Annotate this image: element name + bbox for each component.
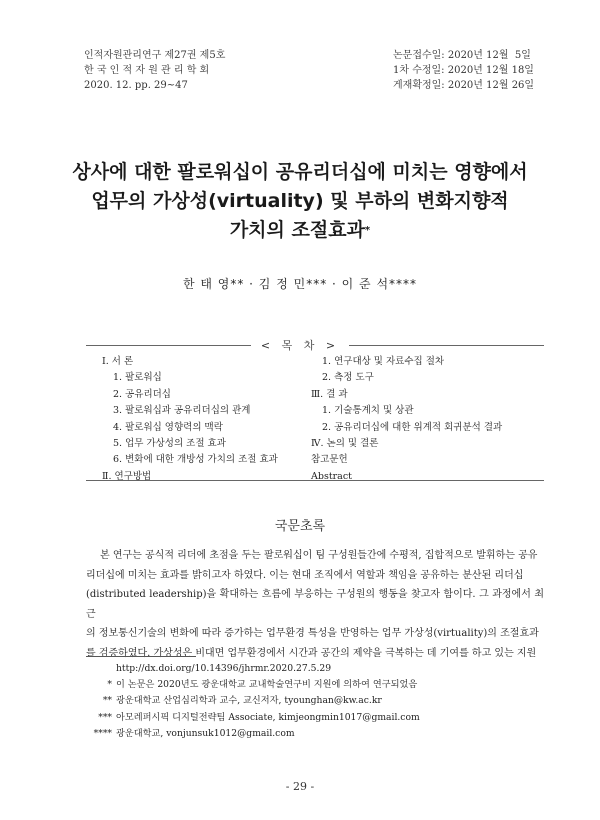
- abstract-line: 의 정보통신기술의 변화에 따라 증가하는 업무환경 특성을 반영하는 업무 가상성(virtuality)의 조절효과: [86, 628, 539, 640]
- abstract-line: (distributed leadership)을 확대하는 흐름에 부응하는 구성원의 행동을 찾고자 함이다. 그 과정에서 최근: [86, 589, 544, 620]
- title-line-2: 업무의 가상성(virtuality) 및 부하의 변화지향적: [91, 190, 509, 212]
- toc-item: 2. 측정 도구: [322, 372, 374, 384]
- toc-item: 4. 팔로워십 영향력의 맥락: [113, 421, 223, 433]
- toc-item: 6. 변화에 대한 개방성 가치의 조절 효과: [113, 454, 278, 466]
- submission-dates: [393, 48, 534, 93]
- footnote-author-2: *** 아모레퍼시픽 디지털전략팀 Associate, kimjeongmin1017@gmail.com: [98, 711, 420, 723]
- toc-item: 2. 공유리더십: [113, 388, 171, 400]
- toc-item: 참고문헌: [311, 454, 348, 466]
- toc-right-column: [311, 354, 502, 485]
- footnote-funding: * 이 논문은 2020년도 광운대학교 교내학술연구비 지원에 의하여 연구되었음: [107, 679, 418, 691]
- page-number: - 29 -: [285, 780, 315, 793]
- abstract-line: 리더십에 미치는 효과를 밝히고자 하였다. 이는 현대 조직에서 역할과 책임을 공유하는 분산된 리더십: [86, 569, 524, 581]
- title-footnote-mark: *: [364, 225, 371, 236]
- footnote-author-1: ** 광운대학교 산업심리학과 교수, 교신저자, tyounghan@kw.ac.kr: [102, 695, 382, 707]
- author-list: 한 태 영** · 김 정 민*** · 이 준 석****: [182, 277, 418, 291]
- abstract-line: 를 검증하였다. 가상성은 비대면 업무환경에서 시간과 공간의 제약을 극복하는 데 기여를 하고 있는 지원: [86, 647, 537, 659]
- accepted-date: 게재확정일: 2020년 12월 26일: [393, 80, 535, 91]
- toc-item: Ⅲ. 결 과: [311, 388, 348, 400]
- revised-date: 1차 수정일: 2020년 12월 18일: [393, 65, 534, 76]
- received-date: 논문접수일: 2020년 12월 5일: [393, 50, 531, 61]
- title-line-3: 가치의 조절효과: [229, 219, 365, 241]
- journal-info: [84, 48, 225, 93]
- toc-item: 3. 팔로워십과 공유리더십의 관계: [113, 405, 251, 417]
- toc-heading-wrap: [0, 334, 600, 353]
- toc-item: Ⅰ. 서 론: [102, 356, 134, 367]
- doi-link[interactable]: http://dx.doi.org/10.14396/jhrmr.2020.27.5.29: [116, 663, 332, 674]
- toc-heading: < 목 차 >: [251, 339, 349, 352]
- paper-title: [0, 158, 600, 245]
- toc-item: Abstract: [311, 470, 352, 482]
- title-line-3-wrap: [0, 216, 600, 245]
- footnote-author-3: **** 광운대학교, vonjunsuk1012@gmail.com: [93, 727, 295, 739]
- footnote-divider: [86, 656, 196, 657]
- footnotes: [86, 661, 420, 742]
- abstract-line: 본 연구는 공식적 리더에 초점을 두는 팔로워십이 팀 구성원들간에 수평적, 집합적으로 발휘하는 공유: [100, 550, 538, 561]
- toc-item: 5. 업무 가상성의 조절 효과: [113, 438, 226, 450]
- toc-item: 1. 연구대상 및 자료수집 절차: [322, 356, 445, 367]
- title-line-1: 상사에 대한 팔로워십이 공유리더십에 미치는 영향에서: [72, 161, 528, 183]
- journal-name: 인적자원관리연구 제27권 제5호: [84, 50, 226, 61]
- society-name: 한 국 인 적 자 원 관 리 학 회: [84, 65, 210, 76]
- toc-item: 2. 공유리더십에 대한 위계적 회귀분석 결과: [322, 421, 503, 433]
- toc-left-column: [102, 354, 278, 485]
- toc-item: 1. 팔로워십: [113, 372, 162, 384]
- abstract-heading: 국문초록: [274, 519, 326, 534]
- toc-item: Ⅱ. 연구방법: [102, 470, 152, 482]
- toc-box: [86, 345, 544, 481]
- abstract-body: [86, 546, 544, 664]
- toc-item: 1. 기술통계치 및 상관: [322, 405, 414, 417]
- toc-item: Ⅳ. 논의 및 결론: [311, 438, 379, 450]
- issue-pages: 2020. 12. pp. 29~47: [84, 80, 188, 91]
